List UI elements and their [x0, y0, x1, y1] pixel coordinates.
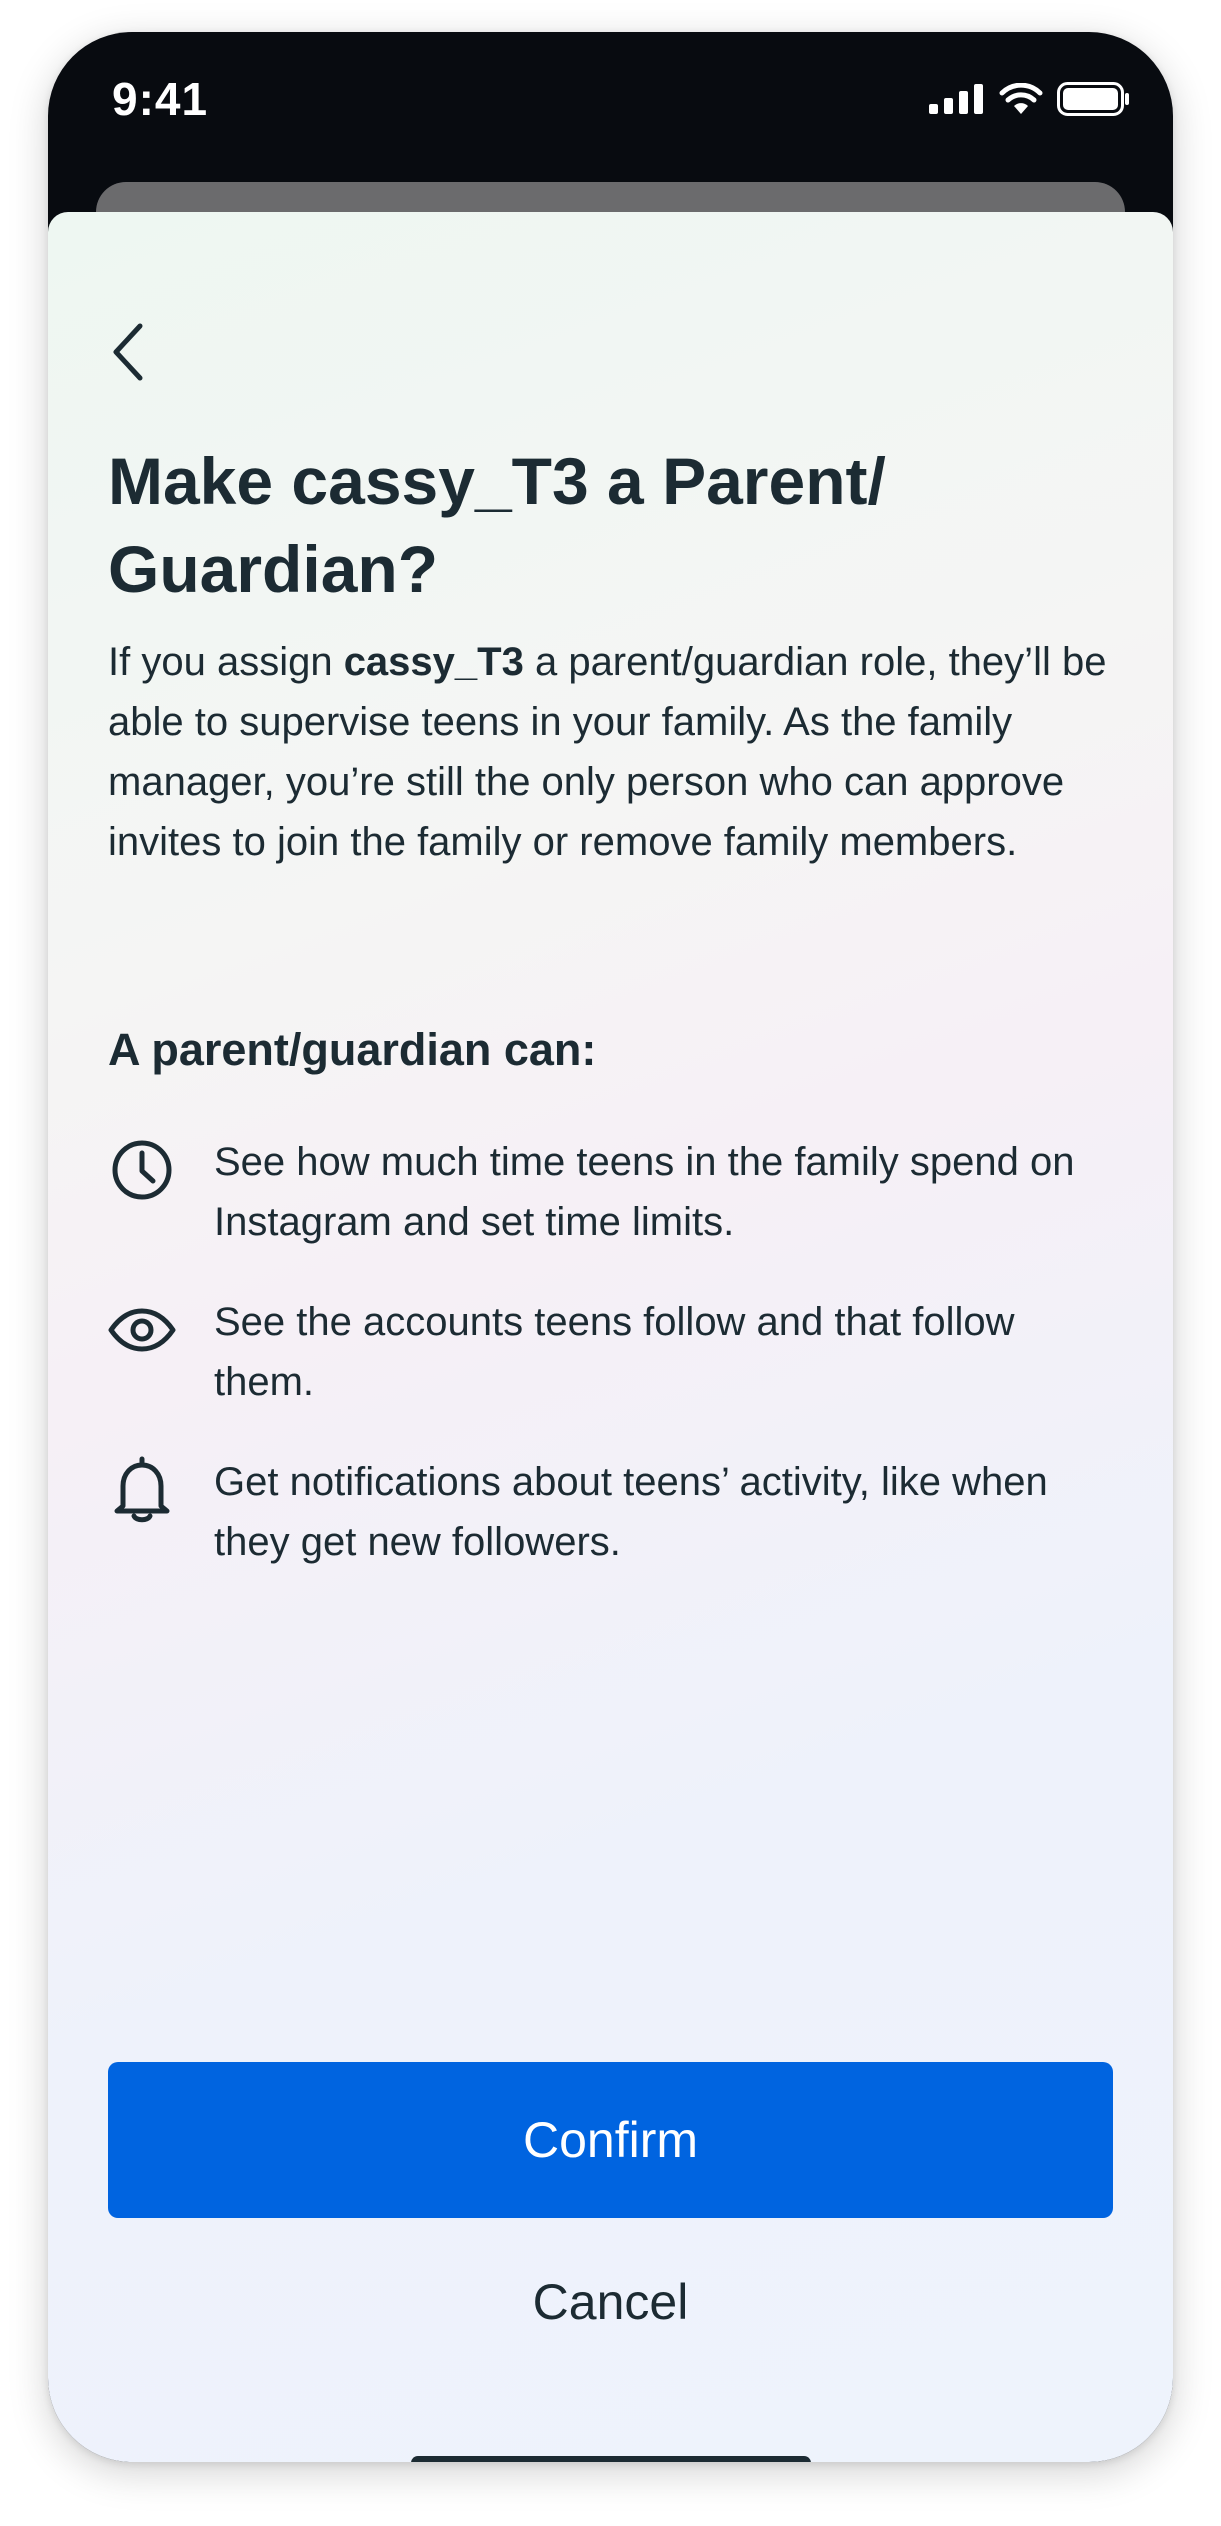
capability-text: See how much time teens in the family spend on Instagram and set time limits. [214, 1140, 1075, 1244]
eye-icon [108, 1296, 176, 1364]
back-button[interactable] [98, 312, 158, 392]
capability-text: See the accounts teens follow and that follow them. [214, 1300, 1015, 1404]
wifi-icon [999, 83, 1043, 115]
parent-guardian-dialog [48, 212, 1173, 2462]
capability-item-following [108, 1292, 1128, 1412]
phone-frame [48, 32, 1173, 2462]
cellular-signal-icon [929, 84, 985, 114]
cancel-button[interactable]: Cancel [108, 2252, 1113, 2352]
bell-icon [108, 1456, 176, 1524]
description-intro: If you assign [108, 640, 344, 684]
description-username: cassy_T3 [343, 640, 524, 684]
dialog-description [108, 632, 1128, 872]
chevron-left-icon [110, 322, 146, 382]
dialog-title: Make cassy_T3 a Parent/ Guardian? [108, 444, 886, 606]
capability-text: Get notifications about teens’ activity, like when they get new followers. [214, 1460, 1048, 1564]
capabilities-heading: A parent/guardian can: [108, 1024, 597, 1075]
status-time: 9:41 [112, 73, 209, 125]
capability-item-screen-time [108, 1132, 1128, 1252]
capability-item-notifications [108, 1452, 1128, 1572]
status-icons [929, 82, 1131, 116]
description-rest: a parent/guardian role, they’ll be able to supervise teens in your family. As the family manager, you’re still the only person who can approve invites to join the family or remove family members. [108, 640, 1107, 864]
battery-icon [1057, 82, 1131, 116]
clock-icon [108, 1136, 176, 1204]
confirm-button[interactable]: Confirm [108, 2062, 1113, 2218]
home-indicator [411, 2456, 811, 2462]
status-bar [48, 32, 1173, 172]
